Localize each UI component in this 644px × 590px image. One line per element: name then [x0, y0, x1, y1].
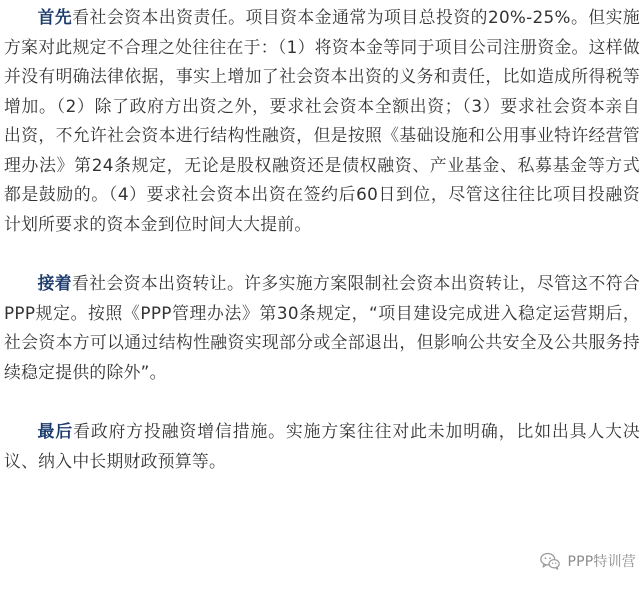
paragraph-lead: 最后	[37, 421, 74, 441]
paragraph-credit-enhancement	[4, 414, 640, 476]
paragraph-text: 看政府方投融资增信措施。实施方案往往对此未加明确，比如出具人大决议、纳入中长期财政预算等。	[4, 421, 640, 471]
paragraph-text: 看社会资本出资责任。项目资本金通常为项目总投资的20%-25%。但实施方案对此规定不合理之处往往在于：（1）将资本金等同于项目公司注册资金。这样做并没有明确法律依据，事实上增加了社会资本出资的义务和责任，比如造成所得税等增加。（2）除了政府方出资之外，要求社会资本全额出资；（3）要求社会资本亲自出资，不允许社会资本进行结构性融资，但是按照《基础设施和公用事业特许经营管理办法》第24条规定，无论是股权融资还是债权融资、产业基金、私募基金等方式都是鼓励的。（4）要求社会资本出资在签约后60日到位，尽管这往往比项目投融资计划所要求的资本金到位时间大大提前。	[4, 7, 641, 234]
paragraph-lead: 接着	[37, 273, 73, 293]
article-body	[4, 0, 640, 476]
watermark-text: PPP特训营	[567, 554, 636, 570]
wechat-icon	[539, 550, 561, 572]
paragraph-lead: 首先	[37, 7, 73, 27]
wechat-watermark	[539, 550, 636, 572]
paragraph-text: 看社会资本出资转让。许多实施方案限制社会资本出资转让，尽管这不符合PPP规定。按照《PPP管理办法》第30条规定，“项目建设完成进入稳定运营期后，社会资本方可以通过结构性融资实现部分或全部退出，但影响公共安全及公共服务持续稳定提供的除外”。	[4, 273, 640, 382]
paragraph-shareholder-funding	[4, 0, 640, 239]
paragraph-funding-transfer	[4, 266, 640, 387]
